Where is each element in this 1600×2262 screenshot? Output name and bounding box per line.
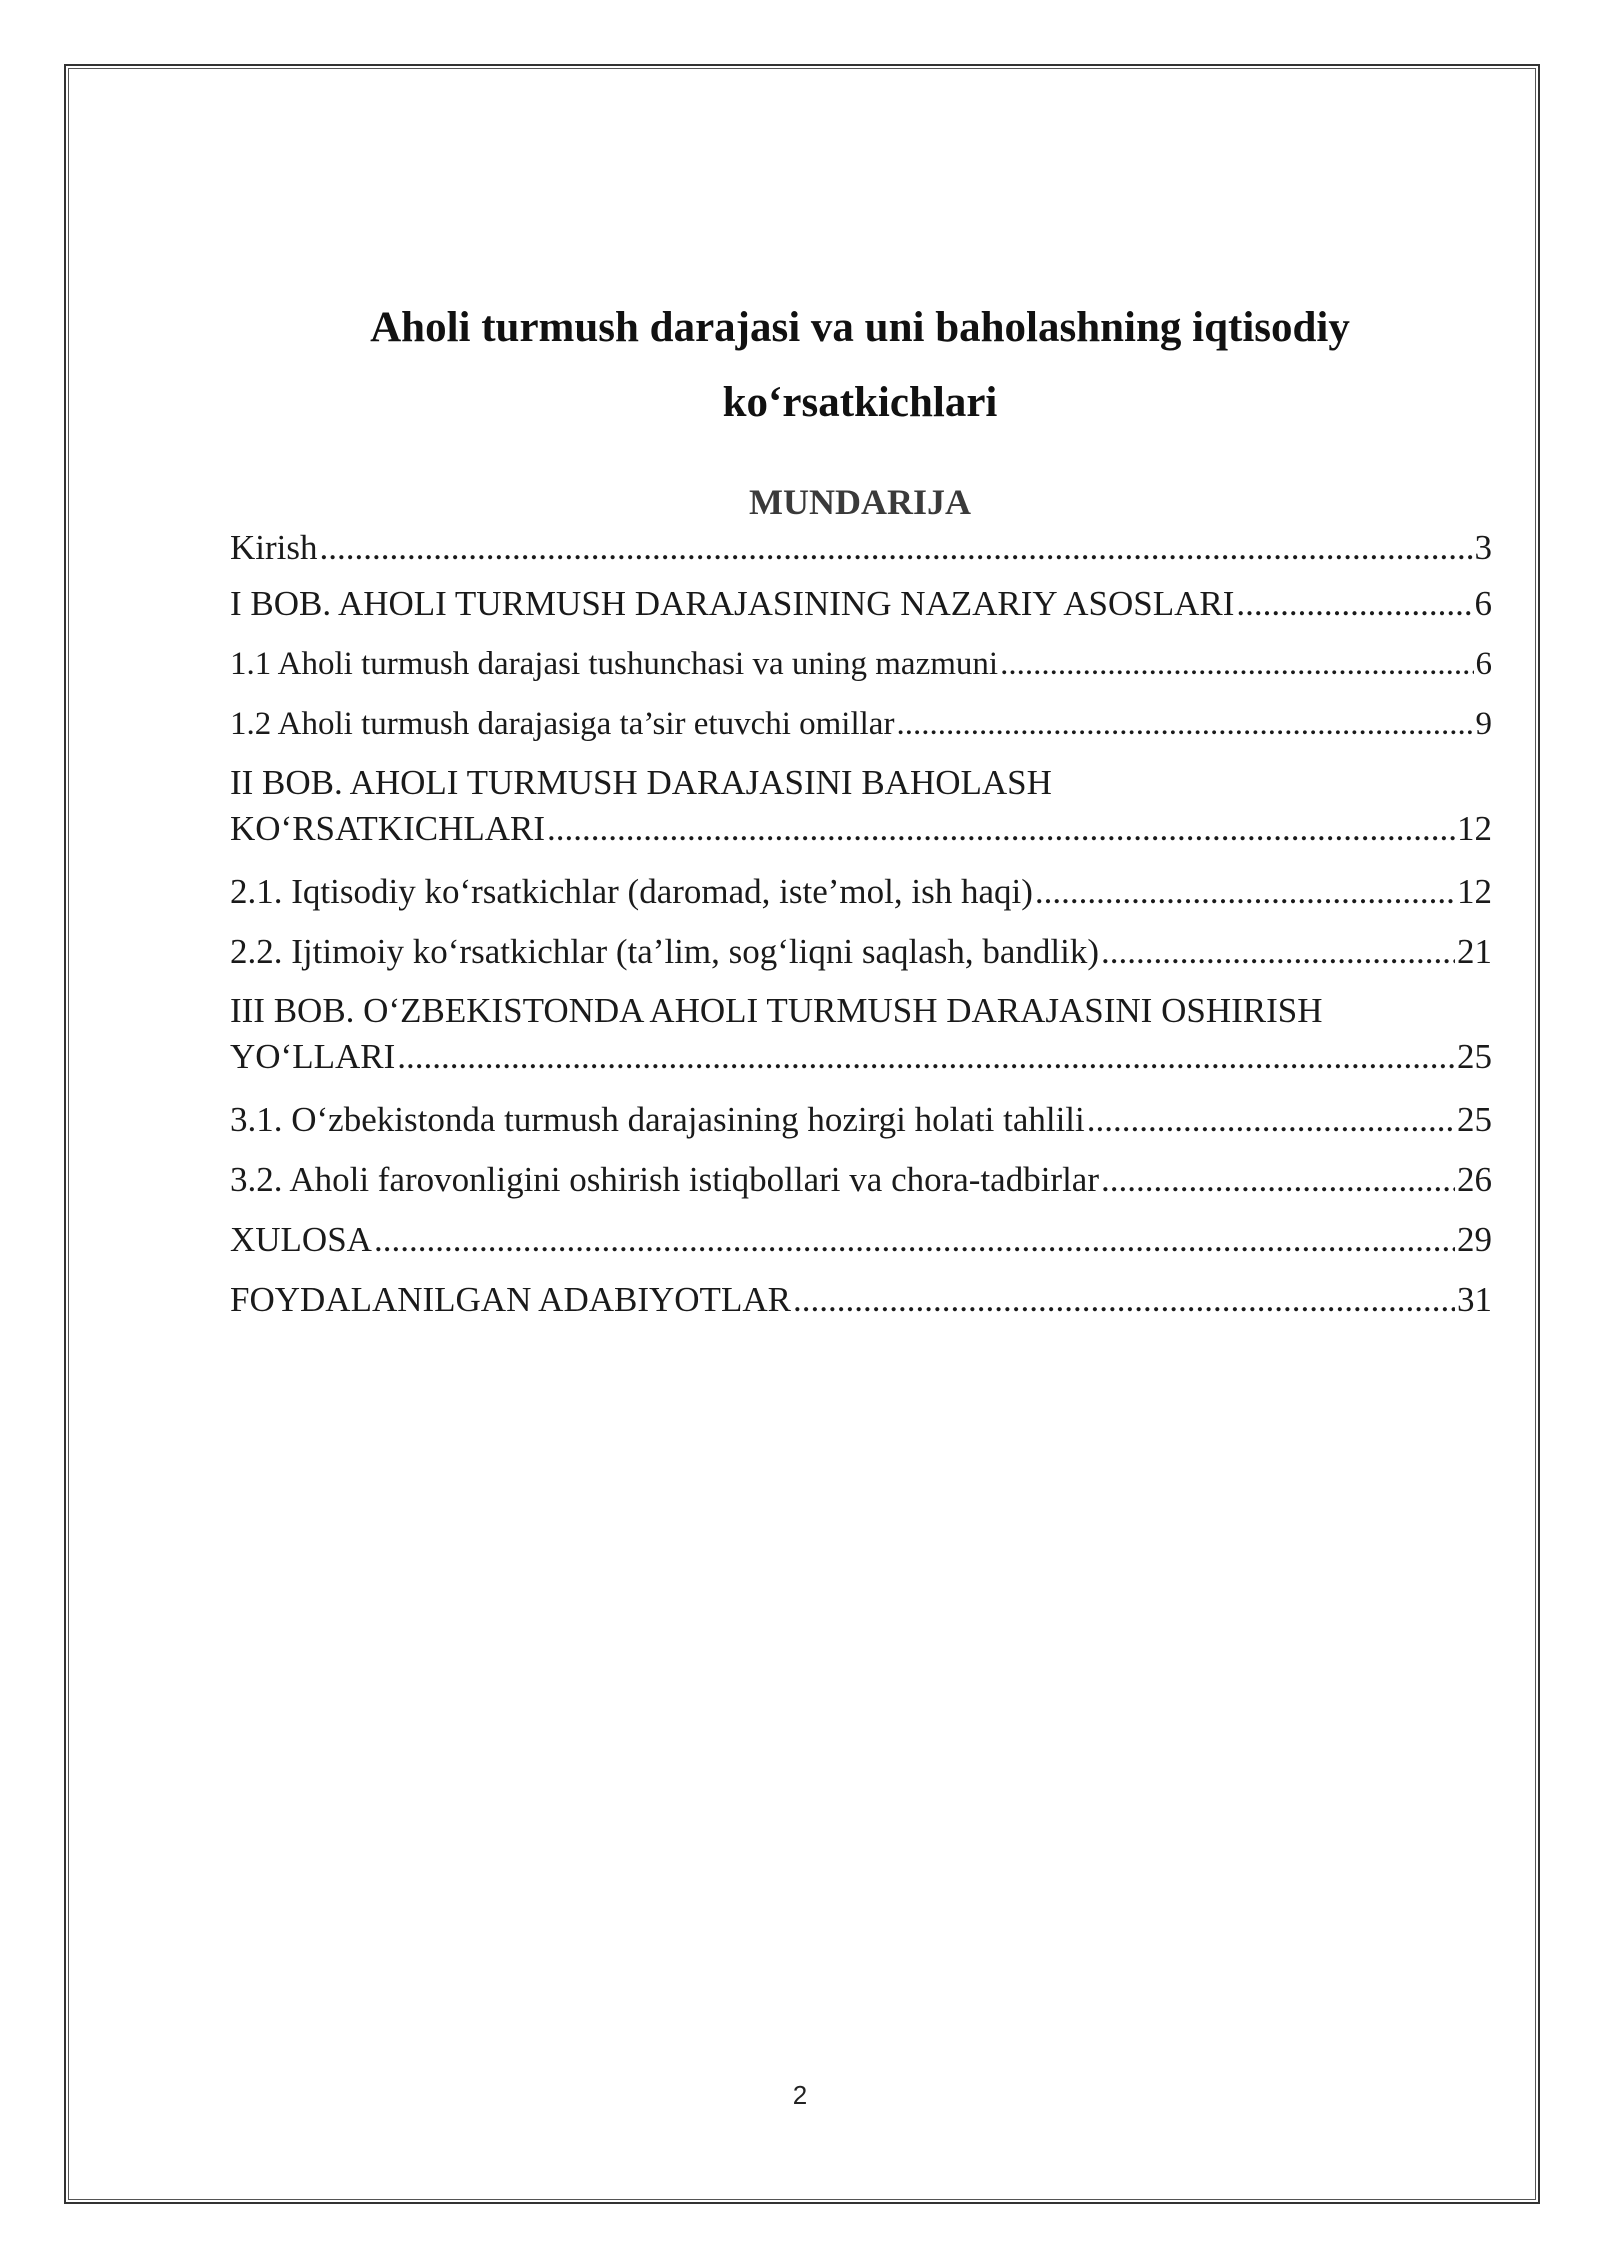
toc-entry-kirish[interactable]: [230, 524, 1492, 574]
toc-entry-section-2-1[interactable]: [230, 862, 1492, 922]
toc-entry-adabiyotlar[interactable]: [230, 1270, 1492, 1330]
toc-entry-page: 9: [1475, 706, 1492, 742]
toc-entry-text: XULOSA: [230, 1220, 372, 1259]
toc-entry-xulosa[interactable]: [230, 1210, 1492, 1270]
toc-leader-dots: [1035, 868, 1455, 916]
toc-entry-text-line2: YO‘LLARI: [230, 1037, 396, 1076]
toc-entry-text-line2: KO‘RSATKICHLARI: [230, 809, 545, 848]
toc-entry-text: FOYDALANILGAN ADABIYOTLAR: [230, 1280, 791, 1319]
toc-leader-dots: [547, 806, 1455, 852]
toc-entry-section-3-2[interactable]: [230, 1150, 1492, 1210]
title-line-2: ko‘rsatkichlari: [722, 379, 998, 426]
toc-entry-text: 1.1 Aholi turmush darajasi tushunchasi va uning mazmuni: [230, 646, 999, 682]
toc-entry-page: 6: [1475, 646, 1492, 682]
toc-entry-page: 12: [1457, 809, 1492, 848]
toc-entry-text: 3.2. Aholi farovonligini oshirish istiqbollari va chora-tadbirlar: [230, 1160, 1100, 1199]
toc-entry-page: 31: [1457, 1280, 1492, 1319]
toc-entry-section-1-1[interactable]: [230, 634, 1492, 694]
toc-entry-page: 3: [1474, 528, 1492, 567]
toc-leader-dots: [374, 1216, 1455, 1264]
document-title: [230, 290, 1490, 440]
toc-entry-page: 25: [1457, 1100, 1492, 1139]
toc-entry-text-line1: II BOB. AHOLI TURMUSH DARAJASINI BAHOLASH: [230, 763, 1052, 802]
toc-leader-dots: [793, 1276, 1455, 1324]
toc-entry-text: 1.2 Aholi turmush darajasiga ta’sir etuvchi omillar: [230, 706, 895, 742]
toc-entry-section-1-2[interactable]: [230, 694, 1492, 754]
table-of-contents: [230, 524, 1492, 1330]
toc-entry-text: 2.2. Ijtimoiy ko‘rsatkichlar (ta’lim, sog‘liqni saqlash, bandlik): [230, 932, 1100, 971]
toc-entry-chapter-3[interactable]: [230, 982, 1492, 1090]
toc-heading: MUNDARIJA: [749, 482, 971, 522]
toc-entry-page: 29: [1457, 1220, 1492, 1259]
toc-entry-page: 6: [1474, 584, 1492, 623]
page-number: 2: [792, 2080, 808, 2110]
toc-entry-section-2-2[interactable]: [230, 922, 1492, 982]
toc-entry-section-3-1[interactable]: [230, 1090, 1492, 1150]
toc-entry-text: 3.1. O‘zbekistonda turmush darajasining hozirgi holati tahlili: [230, 1100, 1085, 1139]
toc-leader-dots: [1000, 640, 1473, 688]
toc-leader-dots: [1236, 580, 1472, 628]
toc-entry-text: Kirish: [230, 528, 318, 567]
toc-entry-page: 26: [1457, 1160, 1492, 1199]
toc-leader-dots: [1101, 1156, 1455, 1204]
toc-entry-page: 25: [1457, 1037, 1492, 1076]
toc-entry-page: 21: [1457, 932, 1492, 971]
toc-leader-dots: [1087, 1096, 1455, 1144]
toc-entry-text-line1: III BOB. O‘ZBEKISTONDA AHOLI TURMUSH DARAJASINI OSHIRISH: [230, 991, 1323, 1030]
toc-entry-page: 12: [1457, 872, 1492, 911]
toc-entry-chapter-2[interactable]: [230, 754, 1492, 862]
toc-entry-text: I BOB. AHOLI TURMUSH DARAJASINING NAZARIY ASOSLARI: [230, 584, 1235, 623]
toc-leader-dots: [1101, 928, 1455, 976]
toc-entry-text: 2.1. Iqtisodiy ko‘rsatkichlar (daromad, iste’mol, ish haqi): [230, 872, 1033, 911]
toc-leader-dots: [397, 1034, 1455, 1080]
toc-leader-dots: [896, 700, 1473, 748]
toc-leader-dots: [320, 524, 1473, 572]
title-line-1: Aholi turmush darajasi va uni baholashning iqtisodiy: [370, 304, 1350, 351]
toc-entry-chapter-1[interactable]: [230, 574, 1492, 634]
